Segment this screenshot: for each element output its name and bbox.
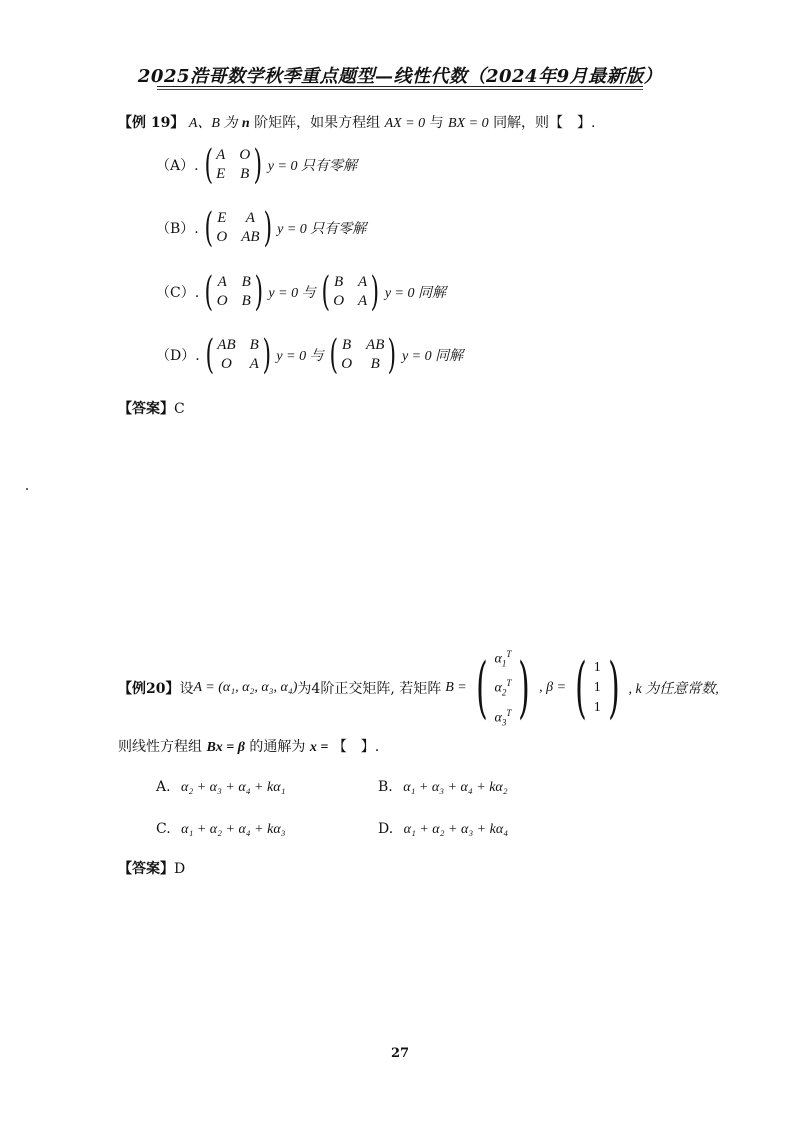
ex19-tag: 【例 19】: [118, 115, 185, 131]
answer-value: C: [174, 401, 185, 417]
ex20-tag: 【例20】: [118, 681, 180, 698]
ex19-option-b: [156, 205, 367, 251]
option-expr: α₁ + α₃ + α₄ + kα₂: [403, 780, 508, 795]
vector-beta: ( 1 1 1 ): [575, 649, 620, 727]
option-suffix: y = 0 只有零解: [277, 222, 367, 237]
ex19-stem: [118, 112, 596, 132]
page-header: 2025浩哥数学秋季重点题型—线性代数（2024年9月最新版）: [137, 66, 663, 87]
ex19-option-c: [156, 269, 446, 315]
option-label: B.: [378, 779, 393, 795]
ex20-b-eq: B =: [445, 680, 467, 696]
option-mid: y = 0 与: [276, 349, 324, 364]
option-expr: α₁ + α₂ + α₃ + kα₄: [403, 822, 509, 837]
matrix: ( E A O AB ): [204, 205, 272, 251]
ex19-stem-a: A、B 为: [188, 116, 238, 131]
matrix: ( A O E B ): [204, 142, 263, 188]
line2-x: x =: [309, 740, 329, 755]
ex19-stem-c: 同解，则【 】.: [493, 115, 596, 131]
ex20-option-c: [156, 821, 286, 838]
option-label: （C）.: [156, 285, 200, 301]
option-suffix: y = 0 同解: [384, 286, 446, 301]
option-expr: α₂ + α₃ + α₄ + kα₁: [181, 780, 286, 795]
option-expr: α₁ + α₂ + α₄ + kα₃: [181, 822, 286, 837]
option-label: （A）.: [156, 158, 199, 174]
matrix-b: ( $\alpha_1^T$ $\alpha_2^T$ $\alpha_3^T$ ): [475, 649, 531, 728]
ex19-eq1: AX = 0: [384, 116, 426, 131]
ex20-stem: [118, 644, 719, 732]
line2-text-c: 【 】.: [332, 739, 380, 755]
ex19-stem-b: 阶矩阵，如果方程组: [254, 115, 381, 131]
ex20-stem-c: , k 为任意常数,: [628, 682, 719, 698]
ex20-stem-b: 为4阶正交矩阵, 若矩阵: [297, 681, 442, 698]
ex19-with: 与: [429, 115, 444, 131]
option-label: （D）.: [156, 348, 200, 364]
option-suffix: y = 0 只有零解: [267, 159, 357, 174]
ex19-eq2: BX = 0: [448, 116, 489, 131]
option-label: A.: [156, 779, 171, 795]
answer-label: 【答案】: [118, 861, 174, 877]
ex19-option-a: [156, 142, 357, 188]
ex20-beta-eq: , β =: [539, 680, 567, 696]
ex20-option-d: [378, 821, 508, 838]
header-rule-thin: [157, 89, 643, 90]
answer-label: 【答案】: [118, 401, 174, 417]
ex19-option-d: [156, 332, 464, 378]
line2-text: 则线性方程组: [118, 739, 202, 755]
matrix-right: ( B AB O B ): [329, 332, 397, 378]
matrix-left: ( A B O B ): [204, 269, 263, 315]
ex20-stem-a: 设: [179, 681, 194, 698]
option-label: （B）.: [156, 221, 199, 237]
option-label: D.: [378, 821, 394, 837]
ex20-option-b: [378, 779, 508, 796]
ex20-matrix-a: A = (α₁, α₂, α₃, α₄): [193, 680, 298, 696]
scan-speck: [26, 488, 28, 490]
option-suffix: y = 0 同解: [401, 349, 464, 364]
answer-value: D: [174, 861, 186, 877]
line2-text-b: 的通解为: [249, 739, 306, 755]
option-label: C.: [156, 821, 171, 837]
ex19-n: n: [241, 116, 250, 131]
matrix-right: ( B A O A ): [321, 269, 380, 315]
line2-eq: Bx = β: [206, 740, 245, 755]
header-rule: [157, 86, 643, 87]
ex20-answer: [118, 858, 185, 878]
matrix-left: ( AB B O A ): [205, 332, 271, 378]
page-number: 27: [390, 1046, 410, 1061]
ex20-option-a: [156, 779, 285, 796]
ex20-line2: [118, 736, 379, 756]
option-mid: y = 0 与: [268, 286, 316, 301]
ex19-answer: [118, 398, 185, 418]
